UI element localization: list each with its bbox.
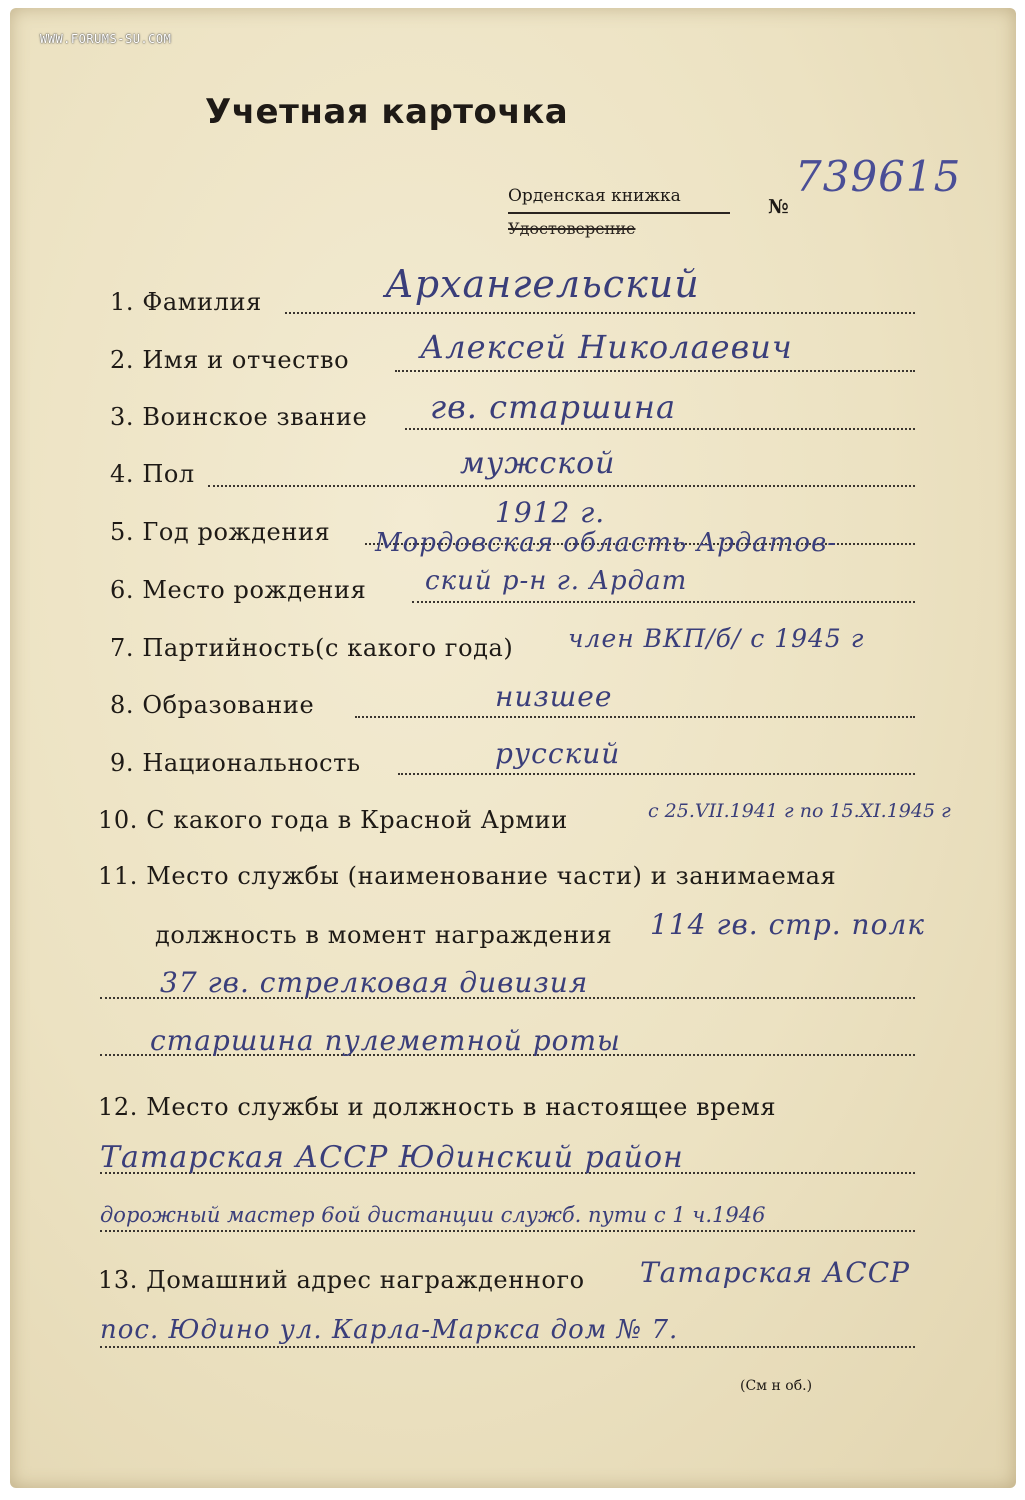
see-reverse-note: (См н об.) <box>740 1378 813 1394</box>
field-number: 7. <box>110 634 135 662</box>
field-label-text: Пол <box>142 460 195 488</box>
field-label-text: Национальность <box>142 749 361 777</box>
field-10-value-handwritten: с 25.VII.1941 г по 15.XI.1945 г <box>648 800 951 822</box>
field-1-label <box>110 288 262 316</box>
field-7-value-handwritten: член ВКП/б/ с 1945 г <box>568 624 865 653</box>
field-number: 6. <box>110 576 135 604</box>
field-5-value-handwritten: 1912 г. <box>495 496 606 529</box>
field-number: 11. <box>98 862 138 890</box>
field-9-label <box>110 749 361 777</box>
field-number: 10. <box>98 806 138 834</box>
field-label-text: Воинское звание <box>142 403 368 431</box>
field-label-text: Место службы (наименование части) и занимаемая <box>146 862 837 890</box>
field-label-text: Имя и отчество <box>142 346 350 374</box>
field-12-value-line2-handwritten: дорожный мастер 6ой дистанции служб. пути с 1 ч.1946 <box>100 1203 766 1227</box>
field-number: 3. <box>110 403 135 431</box>
field-6-label <box>110 576 366 604</box>
field-13-value-handwritten: Татарская АССР <box>640 1256 910 1289</box>
field-2-dotted-line <box>395 370 915 372</box>
field-number: 5. <box>110 518 135 546</box>
field-2-value-handwritten: Алексей Николаевич <box>420 328 793 366</box>
field-12-value-handwritten: Татарская АССР Юдинский район <box>100 1140 684 1175</box>
field-12-dotted-line-2 <box>100 1230 915 1232</box>
field-9-dotted-line <box>398 773 915 775</box>
field-number: 4. <box>110 460 135 488</box>
field-11-label-line2: должность в момент награждения <box>155 921 613 949</box>
field-9-value-handwritten: русский <box>495 737 621 770</box>
field-7-label <box>110 634 513 662</box>
field-label-text: Место службы и должность в настоящее время <box>146 1093 777 1121</box>
field-number: 2. <box>110 346 135 374</box>
field-number: 1. <box>110 288 135 316</box>
field-13-value-line2-handwritten: пос. Юдино ул. Карла-Маркса дом № 7. <box>100 1315 679 1345</box>
field-4-label <box>110 460 195 488</box>
number-sign: № <box>768 196 789 218</box>
field-5-label <box>110 518 330 546</box>
field-3-dotted-line <box>405 428 915 430</box>
field-11-label <box>98 862 836 890</box>
field-number: 9. <box>110 749 135 777</box>
field-10-label <box>98 806 568 834</box>
field-13-label <box>98 1266 585 1294</box>
field-label-text: Домашний адрес награжденного <box>146 1266 585 1294</box>
field-4-dotted-line <box>208 485 915 487</box>
booklet-underline <box>508 212 730 214</box>
booklet-number-handwritten: 739615 <box>795 152 962 201</box>
field-13-dotted-line-2 <box>100 1346 915 1348</box>
field-label-text: Год рождения <box>142 518 331 546</box>
card-title: Учетная карточка <box>205 92 569 132</box>
field-6-value-line1-handwritten: Мордовская область Ардатов- <box>375 528 838 558</box>
field-label-text: Фамилия <box>142 288 262 316</box>
field-number: 13. <box>98 1266 138 1294</box>
field-1-value-handwritten: Архангельский <box>385 262 700 306</box>
field-8-label <box>110 691 314 719</box>
field-number: 12. <box>98 1093 138 1121</box>
field-8-dotted-line <box>355 716 915 718</box>
field-1-dotted-line <box>285 312 915 314</box>
field-number: 8. <box>110 691 135 719</box>
field-6-value-handwritten: ский р-н г. Ардат <box>425 566 688 596</box>
certificate-label-struck: Удостоверение <box>508 219 636 238</box>
field-3-label <box>110 403 367 431</box>
field-label-text: Место рождения <box>142 576 367 604</box>
field-11-value-line2-handwritten: 37 гв. стрелковая дивизия <box>160 966 589 999</box>
site-watermark: WWW.FORUMS-SU.COM <box>40 32 172 46</box>
field-12-label <box>98 1093 776 1121</box>
field-label-text: Партийность(с какого года) <box>142 634 514 662</box>
field-label-text: С какого года в Красной Армии <box>146 806 568 834</box>
field-6-dotted-line <box>412 601 915 603</box>
field-8-value-handwritten: низшее <box>495 680 613 713</box>
field-11-value-handwritten: 114 гв. стр. полк <box>650 908 925 941</box>
order-booklet-label: Орденская книжка <box>508 186 681 206</box>
field-4-value-handwritten: мужской <box>460 446 616 481</box>
field-label-text: Образование <box>142 691 315 719</box>
field-2-label <box>110 346 349 374</box>
field-11-value-line3-handwritten: старшина пулеметной роты <box>150 1024 621 1057</box>
field-3-value-handwritten: гв. старшина <box>430 388 677 426</box>
